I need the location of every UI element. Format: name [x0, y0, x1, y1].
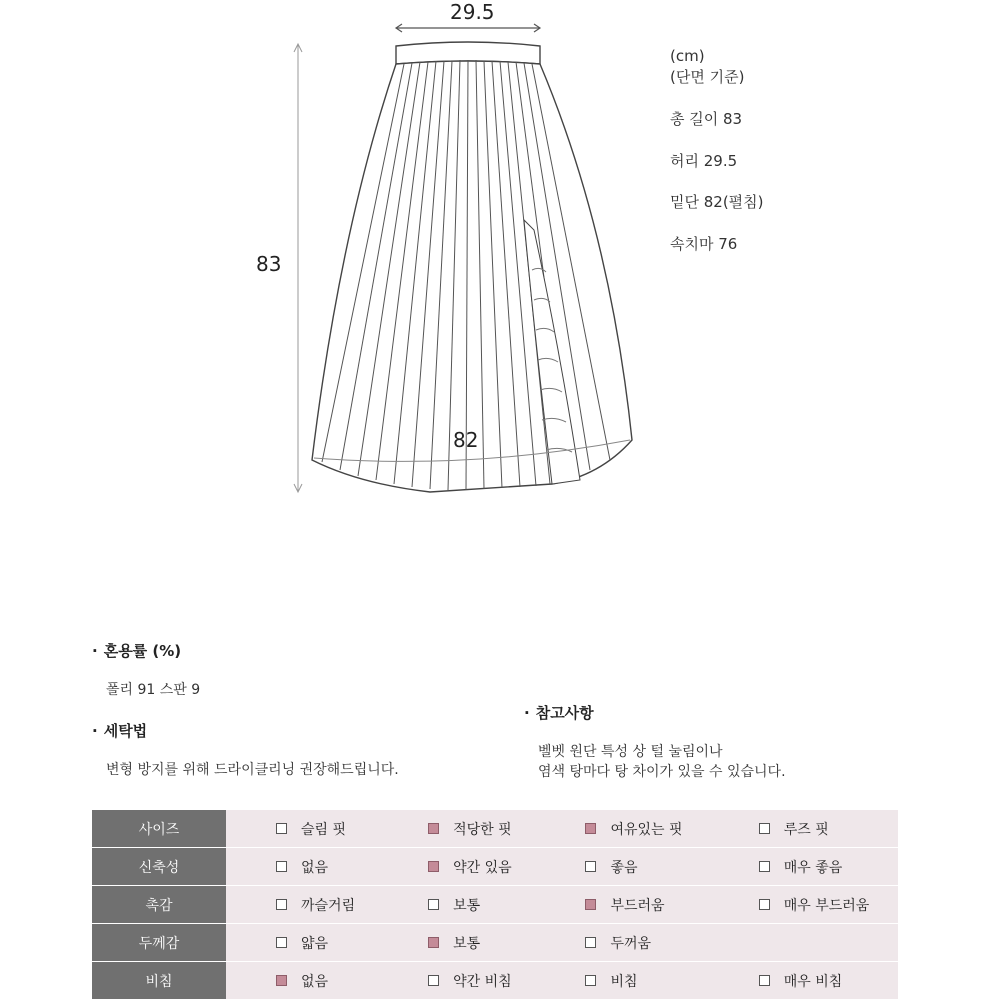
fit-option-label: 적당한 핏 — [453, 821, 512, 838]
fit-option-cell — [709, 848, 898, 886]
fit-option-label: 약간 비침 — [453, 973, 512, 990]
fit-option-label: 약간 있음 — [453, 859, 512, 876]
checkbox-icon — [759, 861, 770, 872]
fit-row-label: 촉감 — [92, 886, 226, 924]
checkbox-icon — [428, 975, 439, 986]
fit-option-cell — [535, 886, 708, 924]
fit-option-cell — [378, 810, 535, 848]
fit-table-row — [92, 848, 898, 886]
fit-option-cell — [378, 886, 535, 924]
checkbox-icon — [276, 823, 287, 834]
fit-table — [92, 810, 898, 1000]
fit-option-cell — [226, 848, 378, 886]
fit-option-label: 두꺼움 — [610, 935, 652, 952]
checkbox-icon — [276, 861, 287, 872]
checkbox-icon — [759, 899, 770, 910]
spec-hem: 밑단 82(펼침) — [670, 193, 764, 211]
waist-label: 29.5 — [450, 0, 495, 24]
skirt-diagram — [250, 0, 670, 500]
fit-option-label: 매우 부드러움 — [783, 897, 870, 914]
fit-option-label: 좋음 — [610, 859, 638, 876]
notes-section-title — [524, 702, 594, 723]
fit-option-cell — [378, 924, 535, 962]
fit-option-label: 비침 — [610, 973, 638, 990]
notes-line-1: 벨벳 원단 특성 상 털 눌림이나 — [538, 744, 723, 760]
notes-title-text: 참고사항 — [535, 704, 594, 722]
fit-table-row — [92, 924, 898, 962]
fabric-text: 폴리 91 스판 9 — [106, 682, 201, 698]
bullet-icon: · — [92, 642, 98, 660]
notes-line-2: 염색 탕마다 탕 차이가 있을 수 있습니다. — [538, 764, 786, 780]
fit-option-cell — [226, 886, 378, 924]
fit-option-cell — [709, 924, 898, 962]
fit-option-label: 보통 — [453, 935, 481, 952]
spec-lining: 속치마 76 — [670, 235, 738, 253]
washing-title-text: 세탁법 — [103, 722, 148, 740]
fit-option-label: 매우 좋음 — [783, 859, 843, 876]
checkbox-icon — [428, 899, 439, 910]
fit-option-cell — [226, 810, 378, 848]
fit-option-label: 매우 비침 — [783, 973, 843, 990]
fabric-title-text: 혼용률 (%) — [103, 642, 182, 660]
fit-option-label: 부드러움 — [610, 897, 665, 914]
spec-unit: (cm) — [670, 47, 705, 65]
fit-option-label: 까슬거림 — [301, 897, 356, 914]
fit-option-label: 루즈 핏 — [783, 821, 829, 838]
spec-unit-note: (단면 기준) — [670, 68, 745, 86]
spec-waist: 허리 29.5 — [670, 152, 738, 170]
fit-row-label: 사이즈 — [92, 810, 226, 848]
bullet-icon: · — [92, 722, 98, 740]
fit-row-label: 신축성 — [92, 848, 226, 886]
checkbox-checked-icon — [276, 975, 287, 986]
fit-option-cell — [709, 810, 898, 848]
fit-row-label: 비침 — [92, 962, 226, 1000]
fit-table-row — [92, 886, 898, 924]
fit-option-label: 보통 — [453, 897, 481, 914]
fit-option-cell — [535, 848, 708, 886]
fit-option-cell — [378, 848, 535, 886]
fit-option-cell — [535, 810, 708, 848]
hem-label: 82 — [453, 428, 479, 452]
fit-option-label: 없음 — [301, 973, 329, 990]
fit-option-cell — [226, 924, 378, 962]
fabric-section-title — [92, 640, 181, 661]
checkbox-checked-icon — [428, 937, 439, 948]
fit-row-label: 두께감 — [92, 924, 226, 962]
washing-section-title — [92, 720, 147, 741]
checkbox-checked-icon — [428, 861, 439, 872]
length-label: 83 — [256, 252, 282, 276]
spec-total-length: 총 길이 83 — [670, 110, 743, 128]
checkbox-icon — [759, 823, 770, 834]
fit-table-row — [92, 810, 898, 848]
fit-option-cell — [535, 924, 708, 962]
checkbox-icon — [585, 937, 596, 948]
fit-option-label: 여유있는 핏 — [610, 821, 683, 838]
fit-option-label: 없음 — [301, 859, 329, 876]
checkbox-checked-icon — [585, 823, 596, 834]
checkbox-icon — [585, 861, 596, 872]
checkbox-icon — [759, 975, 770, 986]
washing-text: 변형 방지를 위해 드라이클리닝 권장해드립니다. — [106, 762, 399, 778]
checkbox-icon — [585, 975, 596, 986]
fit-option-label: 슬림 핏 — [301, 821, 347, 838]
bullet-icon: · — [524, 704, 530, 722]
fit-option-cell — [709, 886, 898, 924]
checkbox-checked-icon — [428, 823, 439, 834]
checkbox-icon — [276, 937, 287, 948]
checkbox-icon — [276, 899, 287, 910]
fit-option-label: 얇음 — [301, 935, 329, 952]
checkbox-checked-icon — [585, 899, 596, 910]
